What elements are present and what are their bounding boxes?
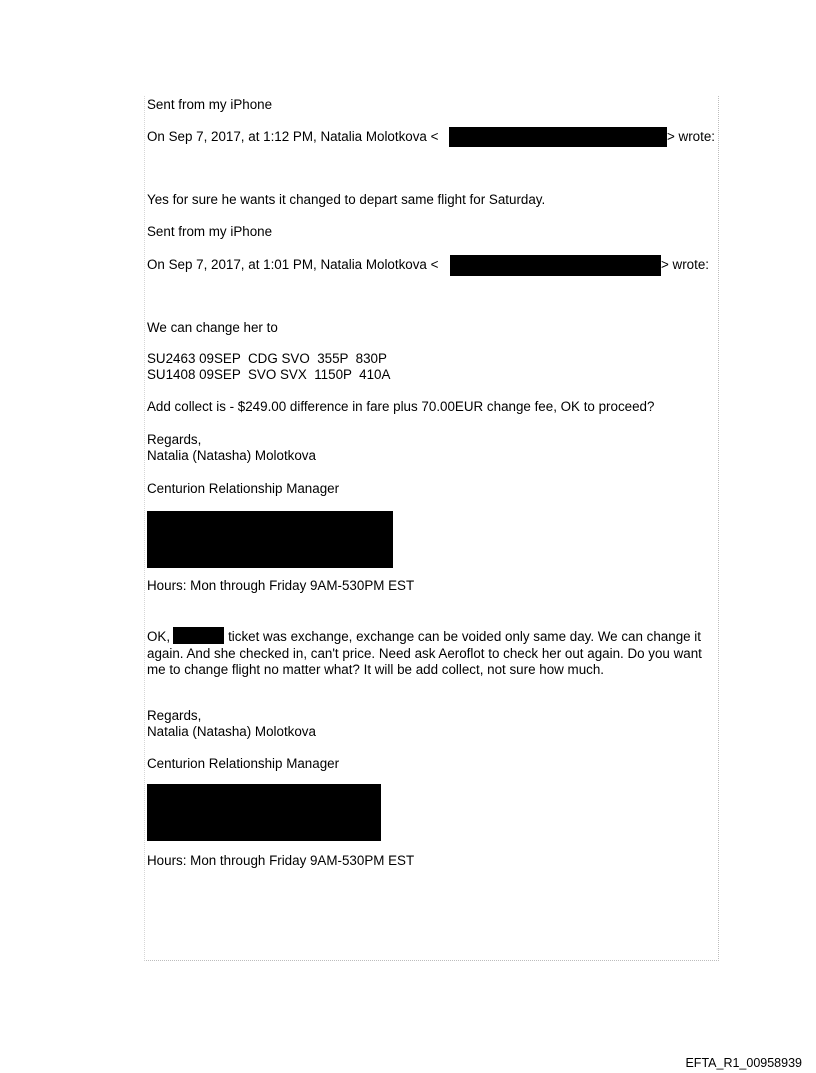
reply-header-2: On Sep 7, 2017, at 1:01 PM, Natalia Molotkova < — [147, 257, 439, 272]
redacted-email-2 — [450, 255, 661, 276]
document-id: EFTA_R1_00958939 — [685, 1056, 802, 1070]
redacted-contact-block-1 — [147, 511, 393, 568]
reply-header-1: On Sep 7, 2017, at 1:12 PM, Natalia Molotkova < — [147, 129, 439, 144]
ok-body: ticket was exchange, exchange can be voided only same day. We can change it again. And she checked in, can't price. Need ask Aeroflot to check her out again. Do you want me to change flight no matter what? It will be add collect, not sure how much. — [147, 629, 702, 677]
reply-header-1-suffix: > wrote: — [667, 129, 716, 144]
signature-name-2: Natalia (Natasha) Molotkova — [147, 724, 316, 739]
redacted-name — [173, 627, 224, 644]
flight-line-1: SU2463 09SEP CDG SVO 355P 830P — [147, 351, 387, 366]
ok-prefix: OK, — [147, 629, 171, 644]
sent-from-iphone-2: Sent from my iPhone — [147, 224, 273, 239]
regards-1: Regards, — [147, 432, 202, 447]
change-intro: We can change her to — [147, 320, 278, 335]
redacted-contact-block-2 — [147, 784, 381, 841]
redacted-email-1 — [449, 127, 667, 147]
signature-name-1: Natalia (Natasha) Molotkova — [147, 448, 316, 463]
reply-text-1: Yes for sure he wants it changed to depart same flight for Saturday. — [147, 192, 546, 207]
hours-1: Hours: Mon through Friday 9AM-530PM EST — [147, 578, 415, 593]
ok-paragraph — [147, 627, 717, 679]
reply-header-2-suffix: > wrote: — [661, 257, 710, 272]
sent-from-iphone-1: Sent from my iPhone — [147, 97, 273, 112]
add-collect-text: Add collect is - $249.00 difference in fare plus 70.00EUR change fee, OK to proceed? — [147, 399, 655, 414]
signature-title-1: Centurion Relationship Manager — [147, 481, 340, 496]
hours-2: Hours: Mon through Friday 9AM-530PM EST — [147, 853, 415, 868]
signature-title-2: Centurion Relationship Manager — [147, 756, 340, 771]
regards-2: Regards, — [147, 708, 202, 723]
flight-line-2: SU1408 09SEP SVO SVX 1150P 410A — [147, 367, 391, 382]
